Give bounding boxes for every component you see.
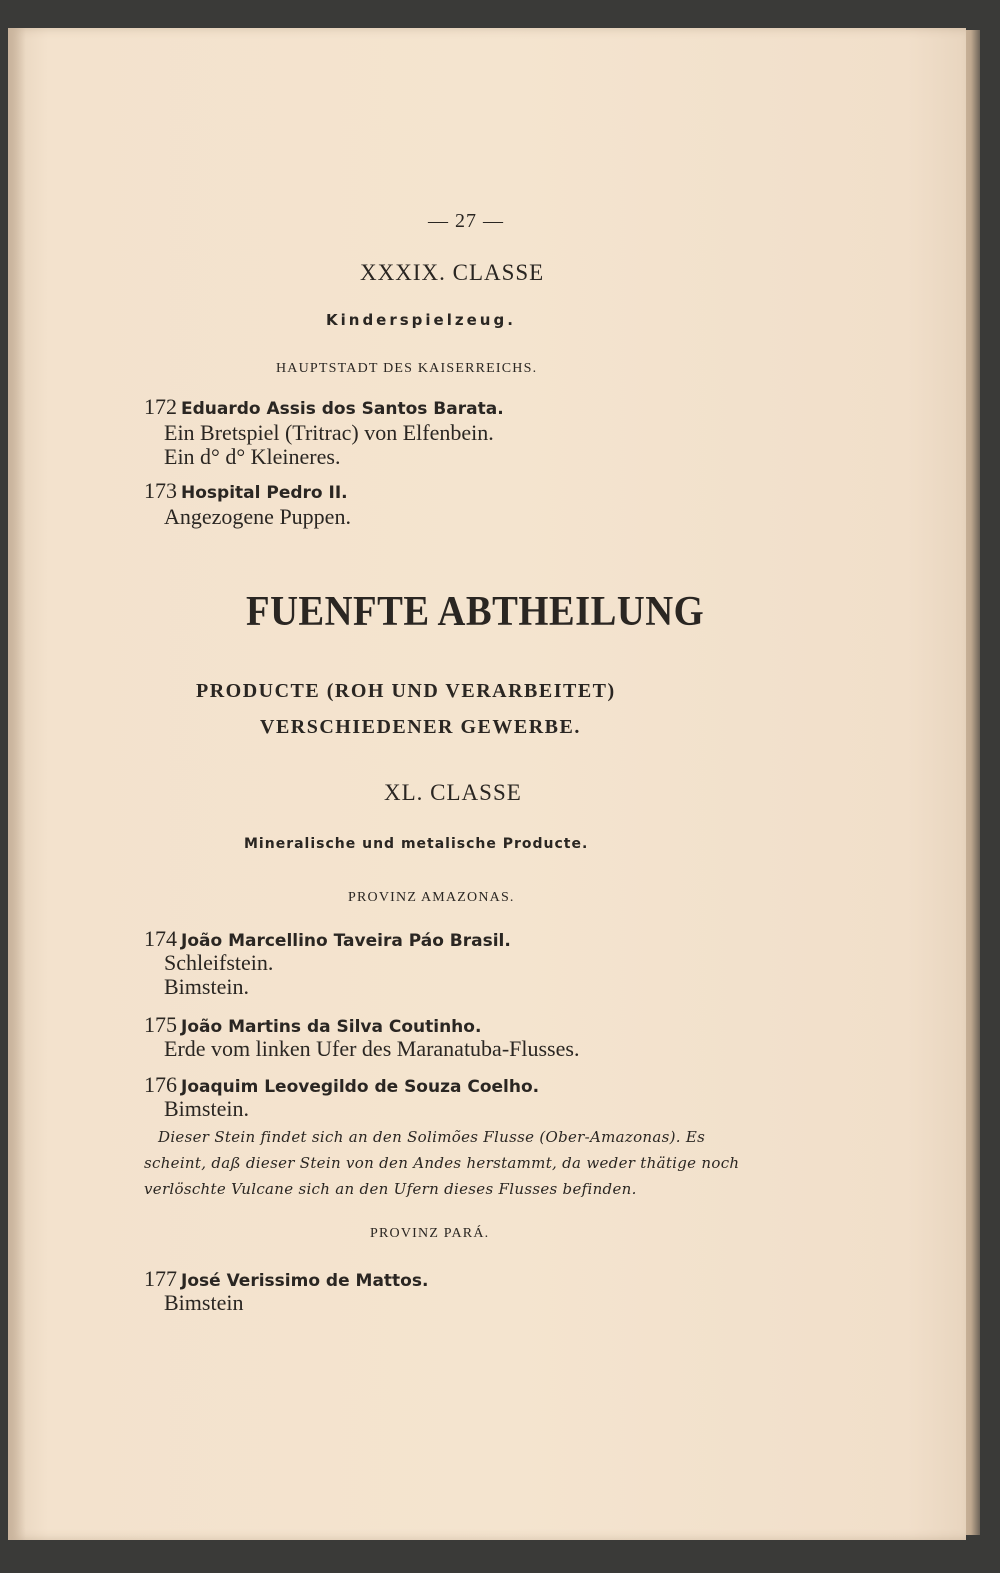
region-heading-capital: HAUPTSTADT DES KAISERREICHS. <box>276 361 538 376</box>
exhibitor-name: Joaquim Leovegildo de Souza Coelho. <box>181 1077 540 1097</box>
division-title: FUENFTE ABTHEILUNG <box>246 589 705 635</box>
entry-174 <box>144 926 511 952</box>
classe-subtitle-39: Kinderspielzeug. <box>326 311 516 329</box>
entry-number: 175 <box>144 1012 177 1037</box>
entry-177 <box>144 1266 428 1292</box>
division-subtitle-line2: VERSCHIEDENER GEWERBE. <box>260 716 581 738</box>
note-line: Dieser Stein findet sich an den Solimões Flusse (Ober-Amazonas). Es <box>158 1128 706 1146</box>
exhibitor-name: Hospital Pedro II. <box>181 483 348 503</box>
note-line: verlöschte Vulcane sich an den Ufern dieses Flusses befinden. <box>144 1180 637 1198</box>
exhibitor-name: José Verissimo de Mattos. <box>181 1271 429 1291</box>
division-subtitle-line1: PRODUCTE (ROH UND VERARBEITET) <box>196 680 616 702</box>
entry-item: Ein Bretspiel (Tritrac) von Elfenbein. <box>164 420 494 445</box>
book-page <box>8 28 966 1540</box>
page-number: — 27 — <box>428 210 504 232</box>
entry-number: 176 <box>144 1072 177 1097</box>
note-line: scheint, daß dieser Stein von den Andes herstammt, da weder thätige noch <box>144 1154 740 1172</box>
region-heading-para: PROVINZ PARÁ. <box>370 1226 490 1241</box>
classe-subtitle-40: Mineralische und metalische Producte. <box>244 836 589 852</box>
exhibitor-name: João Marcellino Taveira Páo Brasil. <box>181 931 511 951</box>
entry-number: 172 <box>144 394 177 419</box>
entry-number: 173 <box>144 478 177 503</box>
entry-172 <box>144 394 504 420</box>
entry-item: Angezogene Puppen. <box>164 504 351 529</box>
entry-number: 177 <box>144 1266 177 1291</box>
entry-item: Ein d° d° Kleineres. <box>164 444 341 469</box>
entry-176 <box>144 1072 539 1098</box>
entry-number: 174 <box>144 926 177 951</box>
region-heading-amazonas: PROVINZ AMAZONAS. <box>348 890 515 905</box>
entry-173 <box>144 478 348 504</box>
exhibitor-name: João Martins da Silva Coutinho. <box>181 1017 482 1037</box>
entry-item: Erde vom linken Ufer des Maranatuba-Flusses. <box>164 1036 580 1061</box>
entry-175 <box>144 1012 481 1038</box>
classe-heading-39: XXXIX. CLASSE <box>360 260 545 285</box>
entry-item: Bimstein. <box>164 1096 249 1121</box>
binding-gutter <box>8 28 26 1540</box>
entry-item: Schleifstein. <box>164 950 274 975</box>
entry-item: Bimstein. <box>164 974 249 999</box>
classe-heading-40: XL. CLASSE <box>384 780 522 805</box>
exhibitor-name: Eduardo Assis dos Santos Barata. <box>181 399 504 419</box>
entry-item: Bimstein <box>164 1290 244 1315</box>
